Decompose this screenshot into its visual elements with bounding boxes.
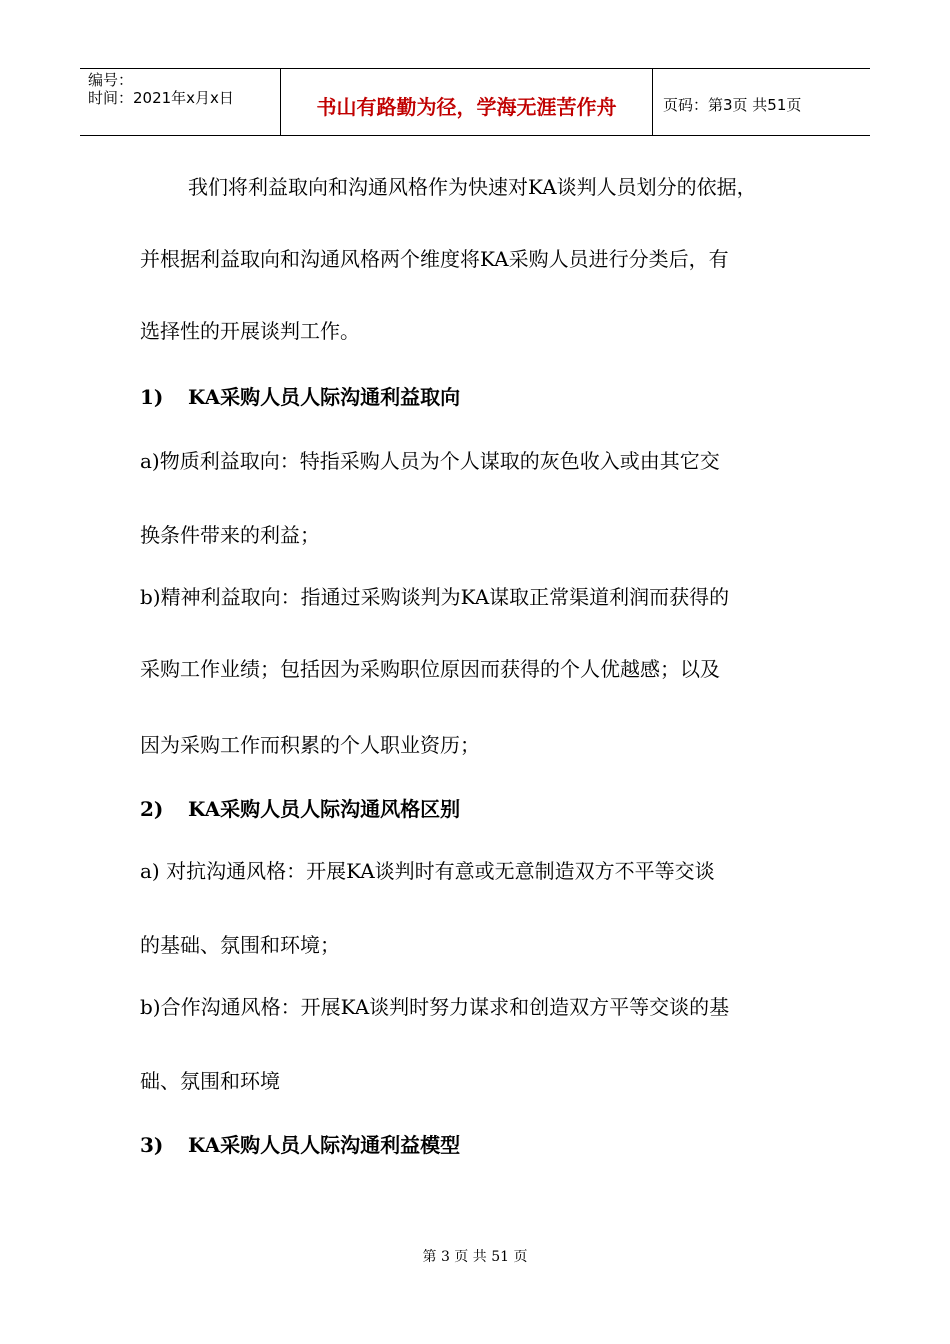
- section-heading-1: [140, 384, 460, 410]
- paragraph-line: 选择性的开展谈判工作。: [140, 319, 360, 343]
- paragraph-line: 换条件带来的利益；: [140, 523, 320, 547]
- paragraph-line: 因为采购工作而积累的个人职业资历；: [140, 733, 480, 757]
- paragraph-line: b)精神利益取向：指通过采购谈判为KA谋取正常渠道利润而获得的: [140, 585, 730, 609]
- header-date-label: 时间：2021年x月x日: [88, 89, 234, 107]
- header-motto: 书山有路勤为径，学海无涯苦作舟: [281, 69, 653, 135]
- paragraph-line: 的基础、氛围和环境；: [140, 933, 340, 957]
- paragraph-line: 础、氛围和环境: [140, 1069, 280, 1093]
- page-footer: 第 3 页 共 51 页: [422, 1249, 528, 1265]
- page-header: [80, 68, 870, 136]
- section-number: 2): [140, 797, 164, 821]
- section-heading-3: [140, 1132, 460, 1158]
- header-meta: [80, 69, 281, 135]
- section-number: 1): [140, 385, 164, 409]
- paragraph-line: 采购工作业绩；包括因为采购职位原因而获得的个人优越感；以及: [140, 657, 720, 681]
- paragraph-line: 我们将利益取向和沟通风格作为快速对KA谈判人员划分的依据，: [188, 175, 757, 199]
- header-number-label: 编号：: [88, 71, 134, 89]
- paragraph-line: a) 对抗沟通风格：开展KA谈判时有意或无意制造双方不平等交谈: [140, 859, 715, 883]
- header-page-info: 页码：第3页 共51页: [663, 95, 802, 114]
- section-title: KA采购人员人际沟通风格区别: [188, 797, 461, 821]
- paragraph-line: b)合作沟通风格：开展KA谈判时努力谋求和创造双方平等交谈的基: [140, 995, 730, 1019]
- section-number: 3): [140, 1133, 164, 1157]
- section-heading-2: [140, 796, 460, 822]
- section-title: KA采购人员人际沟通利益取向: [188, 385, 461, 409]
- paragraph-line: 并根据利益取向和沟通风格两个维度将KA采购人员进行分类后，有: [140, 247, 729, 271]
- paragraph-line: a)物质利益取向：特指采购人员为个人谋取的灰色收入或由其它交: [140, 449, 720, 473]
- section-title: KA采购人员人际沟通利益模型: [188, 1133, 461, 1157]
